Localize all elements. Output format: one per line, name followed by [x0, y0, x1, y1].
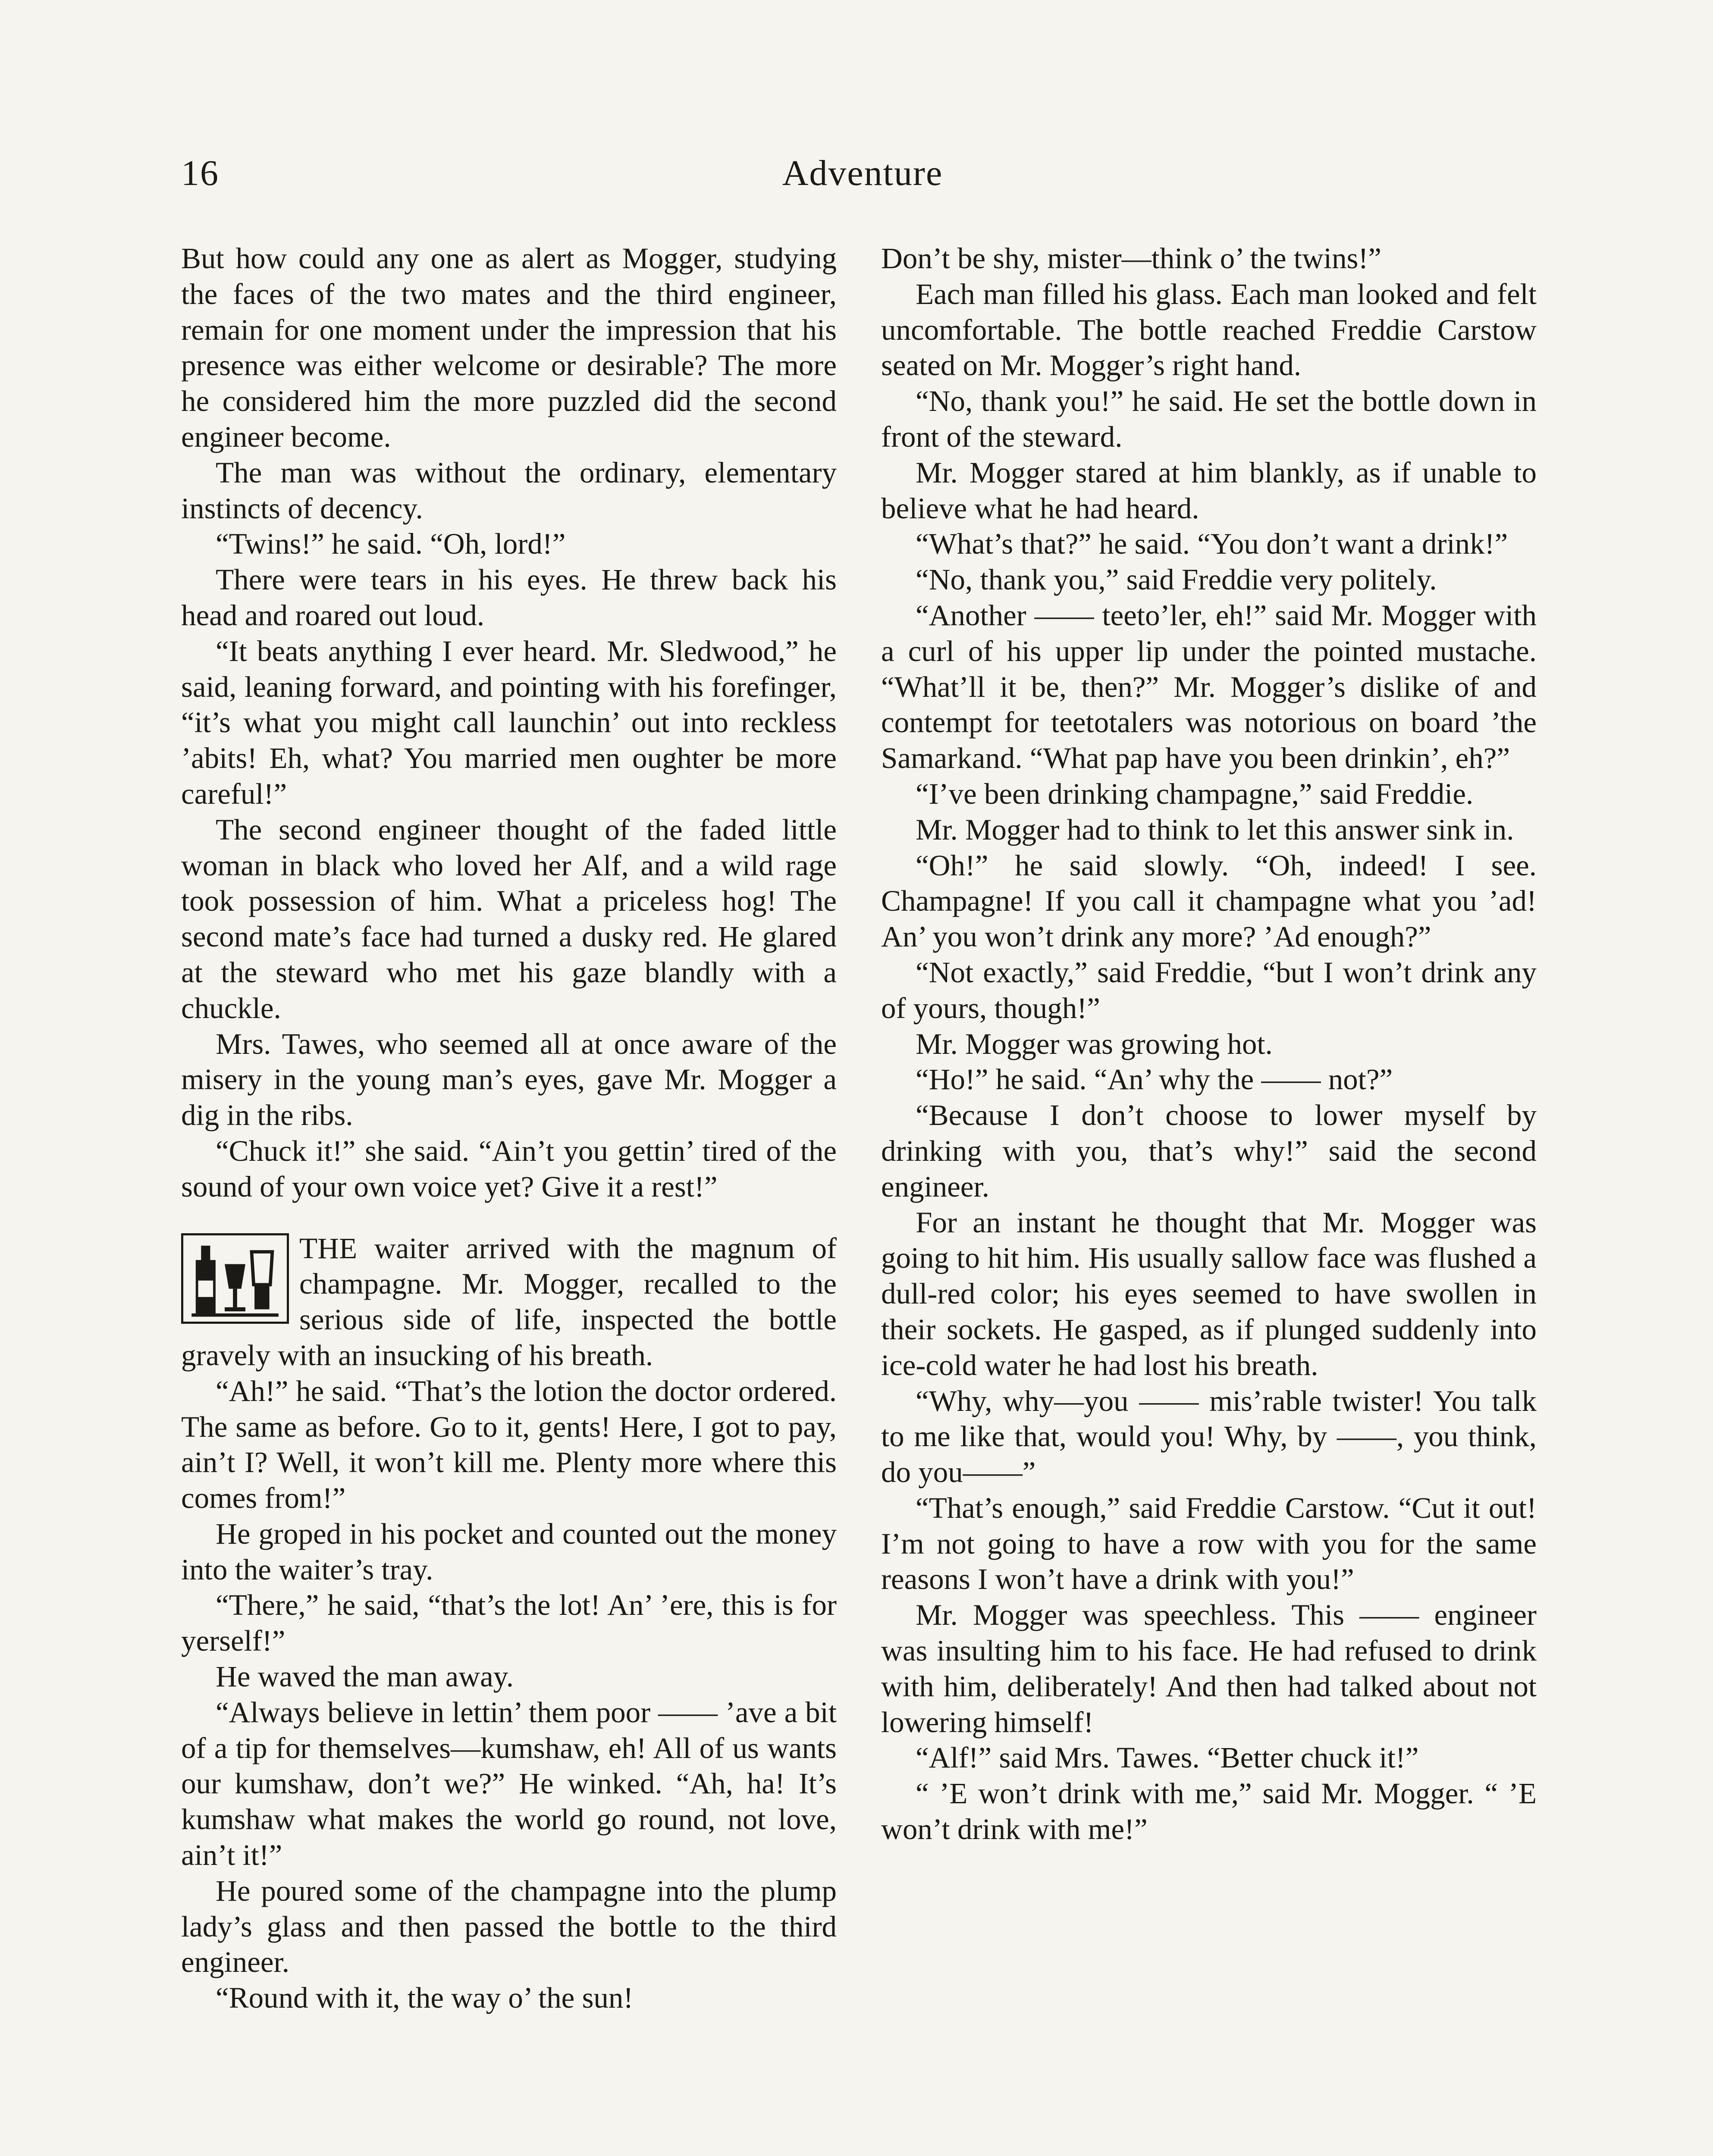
paragraph: He waved the man away.	[216, 1660, 514, 1693]
paragraph: “Why, why—you —— mis’rable twister! You talk to me like that, would you! Why, by ——, you think, do you——”	[881, 1384, 1537, 1489]
paragraph: The man was without the ordinary, elementary instincts of decency.	[181, 456, 837, 525]
paragraph: “Always believe in lettin’ them poor —— ’ave a bit of a tip for themselves—kumshaw, eh! All of us wants our kumshaw, don’t we?” He winked. “Ah, ha! It’s kumshaw what makes the world go round, not love, ain’t it!”	[181, 1695, 837, 1872]
bottle-and-glasses-icon	[181, 1233, 289, 1324]
page-number: 16	[181, 153, 219, 193]
paragraph: There were tears in his eyes. He threw back his head and roared out loud.	[181, 563, 837, 632]
paragraph: “No, thank you!” he said. He set the bottle down in front of the steward.	[881, 385, 1537, 453]
paragraph: Don’t be shy, mister—think o’ the twins!”	[881, 242, 1382, 275]
paragraph: The second engineer thought of the faded little woman in black who loved her Alf, and a wild rage took possession of him. What a priceless hog! The second mate’s face had turned a dusky red. He glared at the steward who met his gaze blandly with a chuckle.	[181, 813, 837, 1025]
right-column	[881, 241, 1537, 2156]
paragraph: “Oh!” he said slowly. “Oh, indeed! I see. Champagne! If you call it champagne what you ’ad! An’ you won’t drink any more? ’Ad enough?”	[881, 849, 1537, 953]
paragraph: “Alf!” said Mrs. Tawes. “Better chuck it!”	[916, 1741, 1419, 1774]
paragraph: “Not exactly,” said Freddie, “but I won’t drink any of yours, though!”	[881, 956, 1537, 1025]
paragraph: “It beats anything I ever heard. Mr. Sledwood,” he said, leaning forward, and pointing with his forefinger, “it’s what you might call launchin’ out into reckless ’abits! Eh, what? You married men oughter be more careful!”	[181, 634, 837, 810]
paragraph: Mr. Mogger was speechless. This —— engineer was insulting him to his face. He had refused to drink with him, deliberately! And then had talked about not lowering himself!	[881, 1598, 1537, 1739]
paragraph: “Twins!” he said. “Oh, lord!”	[216, 527, 566, 561]
paragraph: Mr. Mogger stared at him blankly, as if unable to believe what he had heard.	[881, 456, 1537, 525]
paragraph: “Round with it, the way o’ the sun!	[216, 1981, 634, 2015]
section-opening-paragraph: THE waiter arrived with the magnum of champagne. Mr. Mogger, recalled to the serious side of life, inspected the bottle gravely with an insucking of his breath.	[181, 1232, 837, 1372]
paragraph: “That’s enough,” said Freddie Carstow. “Cut it out! I’m not going to have a row with you for the same reasons I won’t have a drink with you!”	[881, 1491, 1537, 1596]
paragraph: “Because I don’t choose to lower myself by drinking with you, that’s why!” said the second engineer.	[881, 1099, 1537, 1203]
paragraph: “I’ve been drinking champagne,” said Freddie.	[916, 777, 1474, 810]
running-title: Adventure	[782, 153, 943, 193]
paragraph: “What’s that?” he said. “You don’t want a drink!”	[916, 527, 1508, 561]
paragraph: He groped in his pocket and counted out the money into the waiter’s tray.	[181, 1517, 837, 1586]
paragraph: Mr. Mogger was growing hot.	[916, 1027, 1273, 1060]
paragraph: “ ’E won’t drink with me,” said Mr. Mogger. “ ’E won’t drink with me!”	[881, 1777, 1537, 1846]
left-column	[181, 241, 837, 2156]
paragraph: “Another —— teeto’ler, eh!” said Mr. Mogger with a curl of his upper lip under the pointed mustache. “What’ll it be, then?” Mr. Mogger’s dislike of and contempt for teetotalers was notorious on board ’the Samarkand. “What pap have you been drinkin’, eh?”	[881, 599, 1537, 775]
paragraph: He poured some of the champagne into the plump lady’s glass and then passed the bottle to the third engineer.	[181, 1874, 837, 1979]
paragraph: “Chuck it!” she said. “Ain’t you gettin’ tired of the sound of your own voice yet? Give it a rest!”	[181, 1134, 837, 1203]
paragraph: Each man filled his glass. Each man looked and felt uncomfortable. The bottle reached Freddie Carstow seated on Mr. Mogger’s right hand.	[881, 277, 1537, 382]
paragraph: “Ah!” he said. “That’s the lotion the doctor ordered. The same as before. Go to it, gents! Here, I got to pay, ain’t I? Well, it won’t kill me. Plenty more where this comes from!”	[181, 1374, 837, 1515]
paragraph: “Ho!” he said. “An’ why the —— not?”	[916, 1063, 1393, 1096]
paragraph: Mr. Mogger had to think to let this answer sink in.	[916, 813, 1514, 846]
paragraph: “No, thank you,” said Freddie very politely.	[916, 563, 1437, 596]
paragraph: But how could any one as alert as Mogger, studying the faces of the two mates and the third engineer, remain for one moment under the impression that his presence was either welcome or desirable? The more he considered him the more puzzled did the second engineer become.	[181, 242, 837, 453]
paragraph: “There,” he said, “that’s the lot! An’ ’ere, this is for yerself!”	[181, 1589, 837, 1658]
paragraph: Mrs. Tawes, who seemed all at once aware of the misery in the young man’s eyes, gave Mr. Mogger a dig in the ribs.	[181, 1027, 837, 1132]
section-break	[181, 1205, 837, 1231]
paragraph: For an instant he thought that Mr. Mogger was going to hit him. His usually sallow face was flushed a dull-red color; his eyes seemed to have swollen in their sockets. He gasped, as if plunged suddenly into ice-cold water he had lost his breath.	[881, 1206, 1537, 1382]
